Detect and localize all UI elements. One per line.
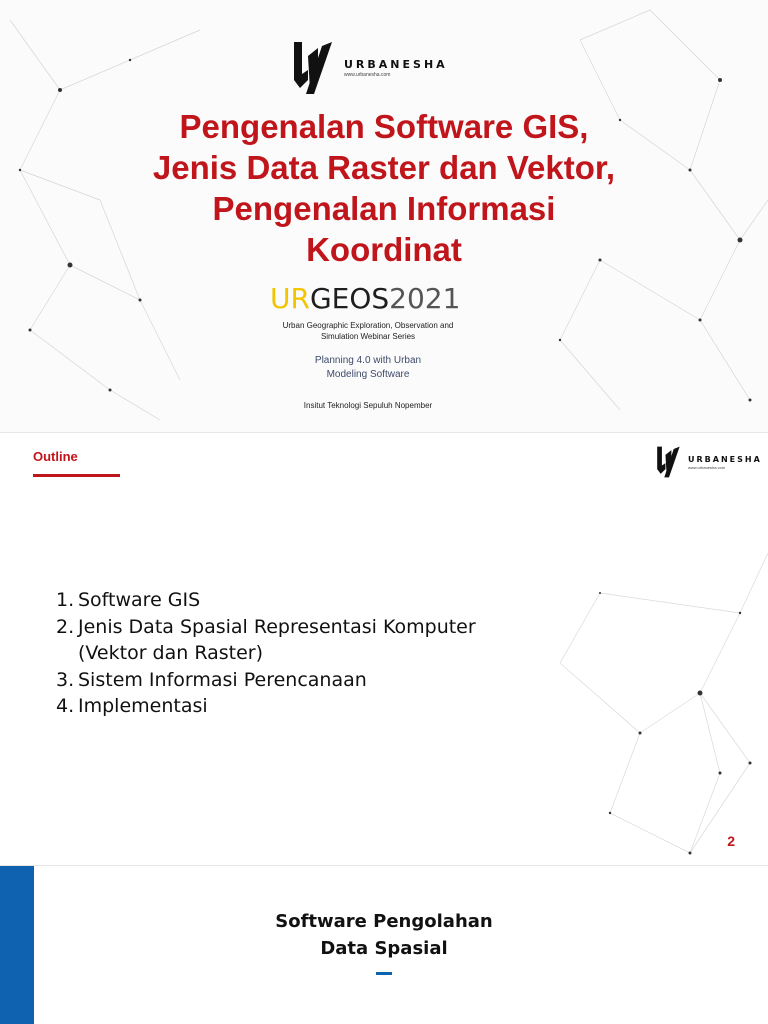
item-text-line: (Vektor dan Raster)	[78, 642, 264, 664]
item-text	[78, 614, 476, 667]
item-text-line: Jenis Data Spasial Representasi Komputer	[78, 615, 476, 638]
item-number: 2.	[56, 615, 75, 638]
outline-slide	[0, 433, 768, 865]
item-text: Sistem Informasi Perencanaan	[78, 668, 367, 691]
event-subtitle-line: Urban Geographic Exploration, Observation and	[282, 321, 454, 330]
section-title-line: Data Spasial	[320, 938, 448, 959]
urgeos-year: 2021	[389, 282, 461, 315]
urbanesha-logo	[292, 40, 448, 96]
section-slide	[0, 866, 768, 1024]
item-text: Software GIS	[78, 589, 201, 611]
outline-heading: Outline	[33, 449, 78, 464]
brand-name: URBANESHA	[344, 58, 448, 71]
list-item	[56, 693, 476, 720]
title-line: Pengenalan Software GIS,	[179, 108, 589, 145]
event-subtitle	[200, 320, 536, 342]
urbanesha-logo-mark	[292, 40, 336, 96]
list-item	[56, 614, 476, 667]
item-text: Implementasi	[78, 695, 208, 717]
item-number: 1.	[56, 589, 75, 611]
urbanesha-logo-mark	[656, 445, 682, 479]
institution: Insitut Teknologi Sepuluh Nopember	[303, 401, 433, 410]
urgeos-logo	[270, 282, 460, 315]
item-number: 4.	[56, 695, 75, 717]
presentation-title	[60, 106, 708, 270]
item-number: 3.	[56, 668, 75, 691]
page-number: 2	[727, 833, 735, 849]
title-slide	[0, 0, 768, 432]
section-title	[234, 908, 534, 962]
heading-underline	[33, 474, 120, 477]
side-accent-bar	[0, 866, 34, 1024]
section-title-line: Software Pengolahan	[275, 911, 493, 932]
theme-line: Modeling Software	[326, 369, 410, 380]
brand-url: www.urbanesha.com	[688, 464, 726, 470]
event-subtitle-line: Simulation Webinar Series	[320, 332, 416, 341]
title-line: Koordinat	[306, 231, 462, 268]
urgeos-geos: GEOS	[309, 282, 390, 315]
title-line: Jenis Data Raster dan Vektor,	[152, 149, 616, 186]
theme-line: Planning 4.0 with Urban	[314, 355, 422, 366]
list-item	[56, 587, 476, 614]
urbanesha-logo	[656, 445, 762, 479]
title-line: Pengenalan Informasi	[212, 190, 556, 227]
title-accent	[376, 972, 392, 975]
list-item	[56, 667, 476, 694]
brand-name: URBANESHA	[688, 454, 762, 464]
event-theme	[248, 354, 488, 382]
outline-list	[56, 587, 476, 720]
brand-url: www.urbanesha.com	[344, 72, 391, 78]
urgeos-ur: UR	[270, 282, 310, 315]
